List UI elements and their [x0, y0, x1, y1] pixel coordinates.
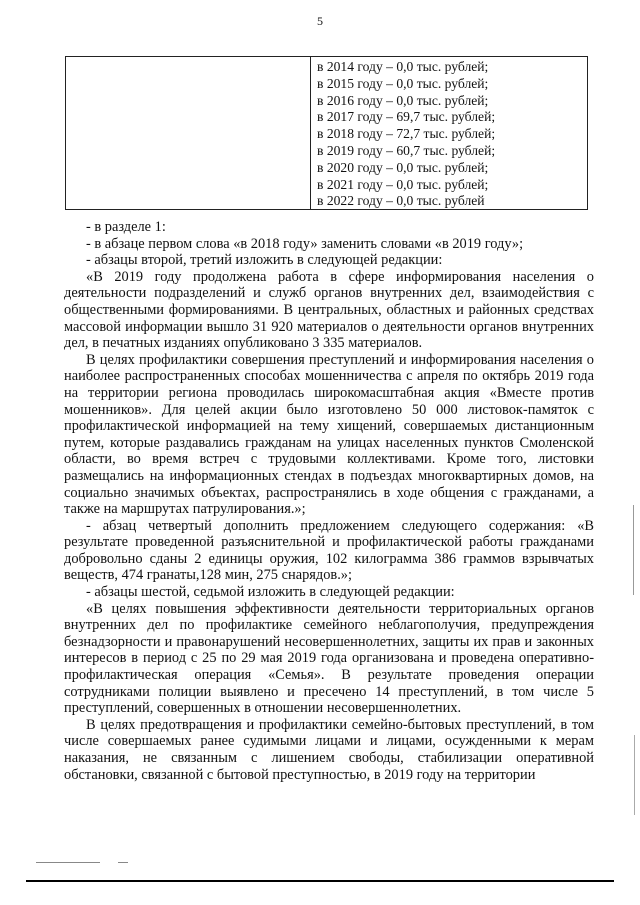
budget-row-2014: в 2014 году – 0,0 тыс. рублей;	[317, 59, 489, 74]
paragraph-family-operation: «В целях повышения эффективности деятельности территориальных органов внутренних дел по профилактике семейного неблагополучия, предупреждения безнадзорности и правонарушений несовершеннолетних, защиты их прав и законных интересов в период с 25 по 29 мая 2019 года организована и проведена оперативно-профилактическая операция «Семья». В результате проведения операции сотрудниками полиции выявлено и пресечено 14 преступлений, в том числе 5 преступлений, совершенных в отношении несовершеннолетних.	[64, 600, 594, 717]
scan-edge-mark-lower	[634, 735, 635, 815]
document-body	[64, 219, 594, 783]
budget-row-2019: в 2019 году – 60,7 тыс. рублей;	[317, 142, 496, 158]
paragraph-fraud-prevention: В целях профилактики совершения преступлений и информирования населения о наиболее распространенных способах мошенничества с апреля по октябрь 2019 года на территории региона проводилась широкомасштабная акция «Вместе против мошенников». Для целей акции было изготовлено 50 000 листовок-памяток с профилактической информацией на тему хищений, совершаемых дистанционным путем, которые раздавались гражданам на улицах населенных пунктов Смоленской области, во время встреч с трудовыми коллективами. Кроме того, листовки размещались на информационных стендах в подъездах многоквартирных домов, на социально значимых объектах, распространялись в ходе общения с гражданами, а также на маршрутах патрулирования.»;	[64, 351, 594, 518]
table-left-cell	[66, 57, 311, 209]
page-number: 5	[317, 14, 323, 28]
table-right-cell	[311, 57, 587, 209]
budget-row-2020: в 2020 году – 0,0 тыс. рублей;	[317, 159, 489, 175]
budget-row-2021: в 2021 году – 0,0 тыс. рублей;	[317, 176, 489, 192]
budget-table	[65, 56, 588, 210]
budget-row-2018: в 2018 году – 72,7 тыс. рублей;	[317, 126, 496, 142]
scan-artifact-dash	[118, 862, 128, 863]
page-bottom-rule	[26, 880, 614, 882]
paragraph-domestic-crimes: В целях предотвращения и профилактики семейно-бытовых преступлений, в том числе совершаемых ранее судимыми лицами и лицами, осужденными к мерам наказания, не связанным с лишением свободы, стабилизации оперативной обстановки, связанной с бытовой преступностью, в 2019 году на территории	[64, 716, 594, 783]
paragraph-sixth-seventh-abzac: - абзацы шестой, седьмой изложить в следующей редакции:	[86, 584, 455, 601]
paragraph-informing: «В 2019 году продолжена работа в сфере информирования населения о деятельности подразделений и служб органов внутренних дел, взаимодействия с общественными формированиями. В центральных, областных и районных средствах массовой информации вышло 31 920 материалов о деятельности органов внутренних дел, в печатных изданиях опубликовано 3 335 материалов.	[64, 268, 594, 352]
budget-row-2017: в 2017 году – 69,7 тыс. рублей;	[317, 109, 496, 125]
paragraph-section-1: - в разделе 1:	[86, 219, 166, 235]
paragraph-fourth-abzac: - абзац четвертый дополнить предложением следующего содержания: «В результате проведенной разъяснительной и профилактической работы гражданами добровольно сданы 2 единицы оружия, 102 килограмма 386 граммов взрывчатых веществ, 474 гранаты,128 мин, 275 снарядов.»;	[64, 517, 594, 584]
budget-row-2022: в 2022 году – 0,0 тыс. рублей	[317, 193, 485, 209]
scan-artifact-line	[36, 862, 100, 863]
scan-edge-mark	[633, 505, 634, 595]
paragraph-second-third-abzac: - абзацы второй, третий изложить в следующей редакции:	[86, 252, 443, 269]
paragraph-first-abzac: - в абзаце первом слова «в 2018 году» заменить словами «в 2019 году»;	[86, 235, 524, 252]
budget-row-2016: в 2016 году – 0,0 тыс. рублей;	[317, 92, 489, 108]
budget-row-2015: в 2015 году – 0,0 тыс. рублей;	[317, 75, 489, 91]
